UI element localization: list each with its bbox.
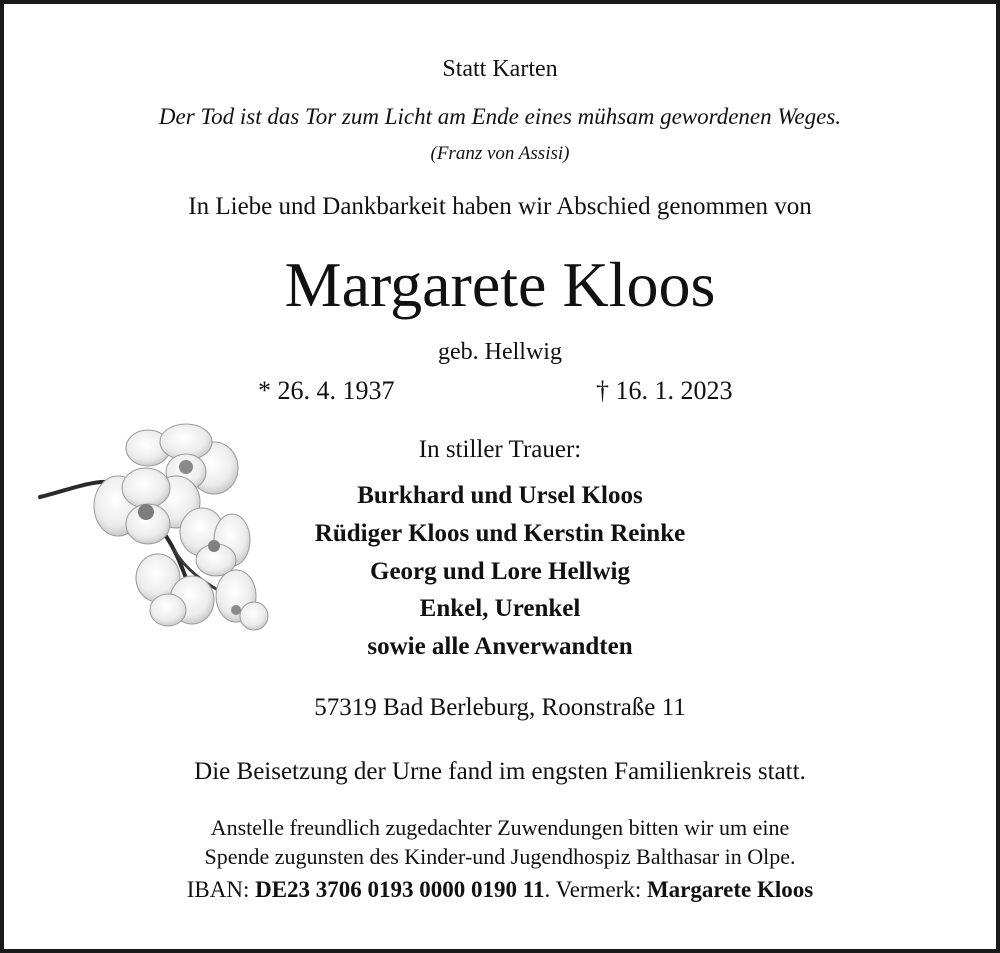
quote-author: (Franz von Assisi) [430, 143, 570, 164]
mourner-1: Burkhard und Ursel Kloos [357, 482, 643, 509]
mourner-4: Enkel, Urenkel [419, 595, 581, 622]
mourning-intro: In stiller Trauer: [418, 436, 582, 463]
mourner-3: Georg und Lore Hellwig [370, 558, 630, 585]
iban-number: DE23 3706 0193 0000 0190 11 [255, 877, 545, 902]
bank-details [0, 878, 1000, 901]
donation-line-1: Anstelle freundlich zugedachter Zuwendungen bitten wir um eine [210, 815, 790, 840]
intro-text: In Liebe und Dankbarkeit haben wir Abschied genommen von [188, 193, 812, 220]
reference-text: Margarete Kloos [646, 877, 814, 902]
burial-note: Die Beisetzung der Urne fand im engsten Familienkreis statt. [194, 758, 806, 785]
death-date: † 16. 1. 2023 [596, 376, 733, 405]
life-dates [0, 378, 1000, 408]
address: 57319 Bad Berleburg, Roonstraße 11 [314, 694, 686, 721]
donation-line-2: Spende zugunsten des Kinder-und Jugendhospiz Balthasar in Olpe. [204, 844, 796, 869]
notice-header: Statt Karten [442, 56, 558, 82]
reference-label: . Vermerk: [544, 877, 647, 902]
birth-date: * 26. 4. 1937 [258, 376, 395, 405]
birth-name: geb. Hellwig [438, 339, 562, 365]
mourner-5: sowie alle Anverwandten [367, 633, 633, 660]
deceased-name: Margarete Kloos [284, 249, 716, 320]
iban-label: IBAN: [186, 877, 256, 902]
mourner-2: Rüdiger Kloos und Kerstin Reinke [314, 520, 686, 547]
quote: Der Tod ist das Tor zum Licht am Ende eines mühsam gewordenen Weges. [158, 104, 842, 129]
